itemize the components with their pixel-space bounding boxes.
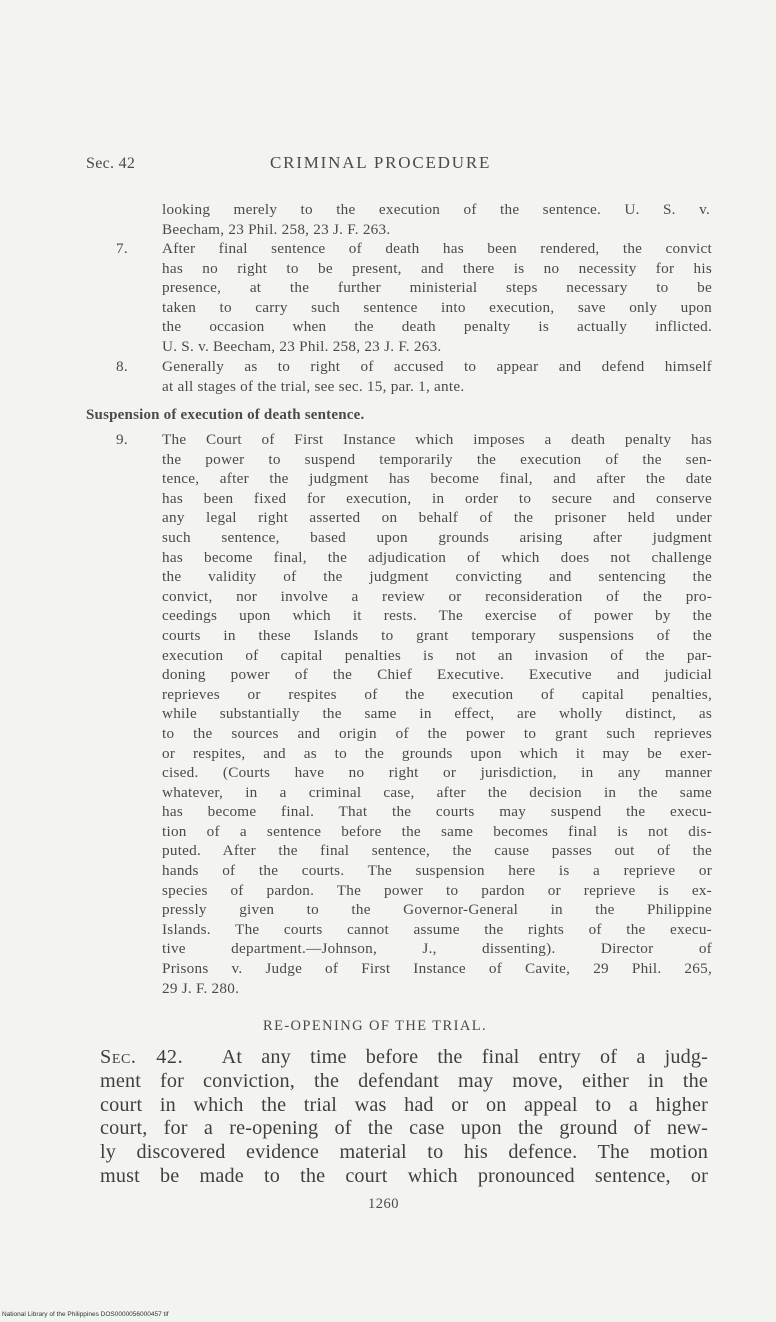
annotation-item-9 bbox=[116, 430, 712, 998]
text-line: the occasion when the death penalty is actually inflicted. bbox=[162, 318, 712, 336]
item-number: 7. bbox=[116, 240, 128, 257]
text-line: The Court of First Instance which imposes a death penalty has bbox=[162, 431, 712, 448]
text-line: pressly given to the Governor-General in the Philippine bbox=[162, 901, 712, 919]
text-line: 29 J. F. 280. bbox=[162, 979, 240, 997]
text-line: execution of capital penalties is not an invasion of the par- bbox=[162, 646, 712, 664]
text-line: ment for conviction, the defendant may move, either in the bbox=[100, 1069, 708, 1092]
text-line: Beecham, 23 Phil. 258, 23 J. F. 263. bbox=[162, 220, 391, 238]
text-line: must be made to the court which pronounced sentence, or bbox=[100, 1164, 708, 1187]
text-line: Prisons v. Judge of First Instance of Cavite, 29 Phil. 265, bbox=[162, 960, 712, 978]
item-number: 8. bbox=[116, 358, 128, 375]
annotation-item-7 bbox=[116, 239, 712, 357]
text-line: court in which the trial was had or on appeal to a higher bbox=[100, 1093, 708, 1116]
text-fragment: At any time before the final entry of a judg- bbox=[221, 1046, 708, 1068]
continuation-paragraph bbox=[162, 200, 710, 239]
text-line: to the sources and origin of the power to grant such reprieves bbox=[162, 724, 712, 742]
text-line: court, for a re-opening of the case upon the ground of new- bbox=[100, 1117, 708, 1140]
text-line: cised. (Courts have no right or jurisdiction, in any manner bbox=[162, 764, 712, 782]
text-line: has no right to be present, and there is no necessity for his bbox=[162, 259, 712, 277]
text-line: any legal right asserted on behalf of the prisoner held under bbox=[162, 509, 712, 527]
text-line: tive department.—Johnson, J., dissenting). Director of bbox=[162, 940, 712, 958]
text-line: convict, nor involve a review or reconsideration of the pro- bbox=[162, 587, 712, 605]
text-line bbox=[100, 1046, 708, 1070]
text-line: the power to suspend temporarily the execution of the sen- bbox=[162, 450, 712, 468]
text-line: doning power of the Chief Executive. Executive and judicial bbox=[162, 666, 712, 684]
item-number: 9. bbox=[116, 431, 128, 448]
text-line: hands of the courts. The suspension here is a reprieve or bbox=[162, 862, 712, 880]
text-line: or respites, and as to the grounds upon which it may be exer- bbox=[162, 744, 712, 762]
text-line: taken to carry such sentence into execution, save only upon bbox=[162, 298, 712, 316]
text-line: while substantially the same in effect, are wholly distinct, as bbox=[162, 705, 712, 723]
subheading: Suspension of execution of death sentence. bbox=[86, 407, 365, 423]
text-line: at all stages of the trial, see sec. 15, par. 1, ante. bbox=[162, 377, 465, 395]
text-line: has been fixed for execution, in order to secure and conserve bbox=[162, 489, 712, 507]
text-line: such sentence, based upon grounds arising after judgment bbox=[162, 528, 712, 546]
page-number: 1260 bbox=[368, 1196, 399, 1212]
text-line: tence, after the judgment has become final, and after the date bbox=[162, 470, 712, 488]
text-line: Generally as to right of accused to appear and defend himself bbox=[162, 358, 712, 375]
running-head-title: CRIMINAL PROCEDURE bbox=[270, 153, 492, 172]
text-line: the validity of the judgment convicting and sentencing the bbox=[162, 568, 712, 586]
text-line: courts in these Islands to grant temporary suspensions of the bbox=[162, 626, 712, 644]
text-line: ceedings upon which it rests. The exercise of power by the bbox=[162, 607, 712, 625]
text-line: After final sentence of death has been rendered, the convict bbox=[162, 240, 712, 257]
text-line: has become final. That the courts may suspend the execu- bbox=[162, 803, 712, 821]
text-line: looking merely to the execution of the sentence. U. S. v. bbox=[162, 201, 710, 218]
section-label: Sec. 42. bbox=[100, 1046, 184, 1068]
running-head-section: Sec. 42 bbox=[86, 155, 136, 172]
text-line: reprieves or respites of the execution of capital penalties, bbox=[162, 685, 712, 703]
text-line: species of pardon. The power to pardon or reprieve is ex- bbox=[162, 881, 712, 899]
annotation-item-8 bbox=[116, 357, 712, 396]
scan-footer: National Library of the Philippines DOS0000056000457 tif bbox=[2, 1311, 169, 1318]
text-line: whatever, in a criminal case, after the decision in the same bbox=[162, 783, 712, 801]
text-line: presence, at the further ministerial steps necessary to be bbox=[162, 279, 712, 297]
text-line: U. S. v. Beecham, 23 Phil. 258, 23 J. F. 263. bbox=[162, 337, 442, 355]
text-line: tion of a sentence before the same becomes final is not dis- bbox=[162, 822, 712, 840]
text-line: ly discovered evidence material to his defence. The motion bbox=[100, 1141, 708, 1164]
section-heading: RE-OPENING OF THE TRIAL. bbox=[263, 1018, 487, 1034]
section-body bbox=[100, 1046, 708, 1189]
text-line: Islands. The courts cannot assume the rights of the execu- bbox=[162, 920, 712, 938]
text-line: puted. After the final sentence, the cause passes out of the bbox=[162, 842, 712, 860]
text-line: has become final, the adjudication of which does not challenge bbox=[162, 548, 712, 566]
